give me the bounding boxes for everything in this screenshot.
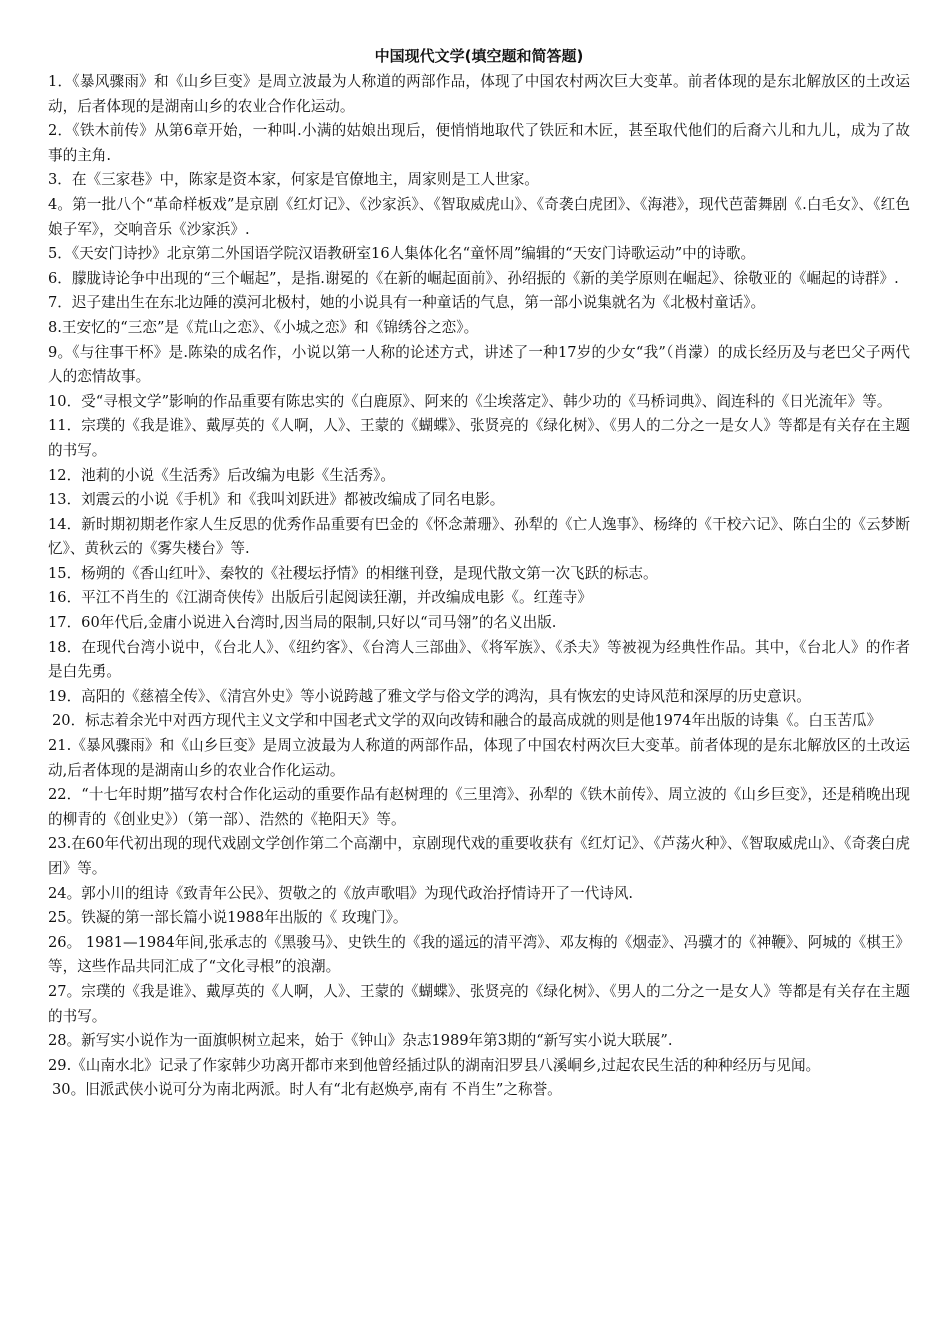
- list-item: 5．《天安门诗抄》北京第二外国语学院汉语教研室16人集体化名“童怀周”编辑的“天安门诗歌运动”中的诗歌。: [48, 245, 756, 263]
- list-item: 10．受“寻根文学”影响的作品重要有陈忠实的《白鹿原》、阿来的《尘埃落定》、韩少功的《马桥词典》、阎连科的《日光流年》等。: [48, 392, 892, 410]
- list-item: 1．《暴风骤雨》和《山乡巨变》是周立波最为人称道的两部作品，体现了中国农村两次巨大变革。前者体现的是东北解放区的土改运动，后者体现的是湖南山乡的农业合作化运动。: [48, 73, 910, 115]
- list-item: 12．池莉的小说《生活秀》后改编为电影《生活秀》。: [48, 466, 395, 484]
- list-item: 2．《铁木前传》从第6章开始，一种叫.小满的姑娘出现后，便悄悄地取代了铁匠和木匠，甚至取代他们的后裔六儿和九儿，成为了故事的主角.: [48, 122, 910, 164]
- list-item: 23.在60年代初出现的现代戏剧文学创作第二个高潮中，京剧现代戏的重要收获有《红灯记》、《芦荡火种》、《智取威虎山》、《奇袭白虎团》等。: [48, 835, 910, 877]
- list-item: 20．标志着余光中对西方现代主义文学和中国老式文学的双向改铸和融合的最高成就的则是他1974年出版的诗集《。白玉苦瓜》: [52, 712, 882, 730]
- list-item: 4。第一批八个“革命样板戏”是京剧《红灯记》、《沙家浜》、《智取威虎山》、《奇袭白虎团》、《海港》，现代芭蕾舞剧《.白毛女》、《红色娘子军》，交响音乐《沙家浜》.: [48, 195, 910, 238]
- list-item: 24。郭小川的组诗《致青年公民》、贺敬之的《放声歌唱》为现代政治抒情诗开了一代诗风.: [48, 884, 634, 902]
- list-item: 9。《与往事干杯》是.陈染的成名作，小说以第一人称的论述方式，讲述了一种17岁的少女“我”（肖濛）的成长经历及与老巴父子两代人的恋情故事。: [48, 343, 910, 386]
- list-item: 14．新时期初期老作家人生反思的优秀作品重要有巴金的《怀念萧珊》、孙犁的《亡人逸事》、杨绛的《干校六记》、陈白尘的《云梦断忆》、黄秋云的《雾失楼台》等.: [48, 515, 910, 558]
- list-item: 28。新写实小说作为一面旗帜树立起来，始于《钟山》杂志1989年第3期的“新写实小说大联展”.: [48, 1032, 673, 1050]
- list-item: 7．迟子建出生在东北边陲的漠河北极村，她的小说具有一种童话的气息，第一部小说集就名为《北极村童话》。: [48, 294, 766, 312]
- list-item: 18．在现代台湾小说中，《台北人》、《纽约客》、《台湾人三部曲》、《将军族》、《杀夫》等被视为经典性作品。其中，《台北人》的作者是白先勇。: [48, 638, 910, 681]
- list-item: 19．高阳的《慈禧全传》、《清宫外史》等小说跨越了雅文学与俗文学的鸿沟，具有恢宏的史诗风范和深厚的历史意识。: [48, 687, 811, 705]
- list-item: 17．60年代后,金庸小说进入台湾时,因当局的限制,只好以“司马翎”的名义出版.: [48, 614, 557, 632]
- list-item: 22．“十七年时期”描写农村合作化运动的重要作品有赵树理的《三里湾》、孙犁的《铁木前传》、周立波的《山乡巨变》，还是稍晚出现的柳青的《创业史》）（第一部）、浩然的《艳阳天》等。: [48, 786, 910, 828]
- list-item: 8.王安忆的“三恋”是《荒山之恋》、《小城之恋》和《锦绣谷之恋》。: [48, 318, 479, 336]
- document-title: 中国现代文学(填空题和简答题): [374, 47, 584, 65]
- list-item: 29.《山南水北》记录了作家韩少功离开都市来到他曾经插过队的湖南汨罗县八溪峒乡,过起农民生活的种种经历与见闻。: [48, 1056, 821, 1074]
- list-item: 15．杨朔的《香山红叶》、秦牧的《社稷坛抒情》的相继刊登，是现代散文第一次飞跃的标志。: [48, 564, 658, 582]
- list-item: 6．朦胧诗论争中出现的“三个崛起”，是指.谢冕的《在新的崛起面前》、孙绍振的《新的美学原则在崛起》、徐敬亚的《崛起的诗群》.: [48, 269, 899, 287]
- list-item: 25。铁凝的第一部长篇小说1988年出版的《 玫瑰门》。: [48, 909, 408, 927]
- question-list: [48, 70, 910, 1103]
- list-item: 11．宗璞的《我是谁》、戴厚英的《人啊，人》、王蒙的《蝴蝶》、张贤亮的《绿化树》、《男人的二分之一是女人》等都是有关存在主题的书写。: [48, 417, 910, 459]
- list-item: 26。 1981—1984年间,张承志的《黑骏马》、史铁生的《我的遥远的清平湾》、邓友梅的《烟壶》、冯骥才的《神鞭》、阿城的《棋王》等，这些作品共同汇成了“文化寻根”的浪潮。: [48, 933, 910, 976]
- list-item: 27。宗璞的《我是谁》、戴厚英的《人啊，人》、王蒙的《蝴蝶》、张贤亮的《绿化树》、《男人的二分之一是女人》等都是有关存在主题的书写。: [48, 982, 910, 1025]
- list-item: 13．刘震云的小说《手机》和《我叫刘跃进》都被改编成了同名电影。: [48, 491, 505, 509]
- list-item: 3．在《三家巷》中，陈家是资本家，何家是官僚地主，周家则是工人世家。: [48, 171, 539, 189]
- list-item: 16．平江不肖生的《江湖奇侠传》出版后引起阅读狂潮，并改编成电影《。红莲寺》: [48, 589, 592, 607]
- list-item: 30。旧派武侠小说可分为南北两派。时人有“北有赵焕亭,南有 不肖生”之称誉。: [52, 1081, 562, 1099]
- list-item: 21.《暴风骤雨》和《山乡巨变》是周立波最为人称道的两部作品，体现了中国农村两次巨大变革。前者体现的是东北解放区的土改运动,后者体现的是湖南山乡的农业合作化运动。: [48, 737, 910, 779]
